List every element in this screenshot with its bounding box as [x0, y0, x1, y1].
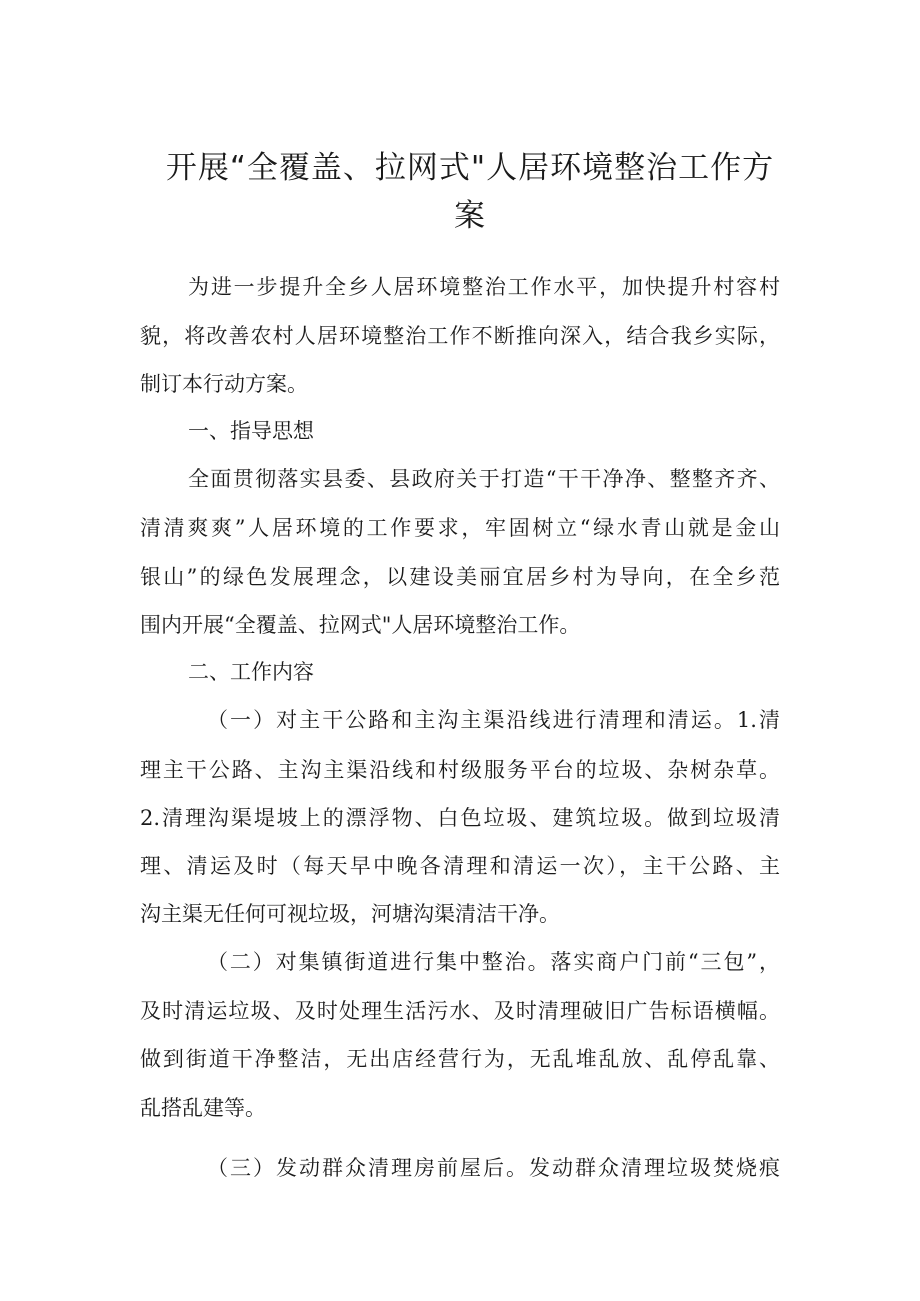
paragraph-line: 貌，将改善农村人居环境整治工作不断推向深入，结合我乡实际， — [140, 324, 780, 348]
paragraph-line: 做到街道干净整洁，无出店经营行为，无乱堆乱放、乱停乱靠、 — [140, 1047, 780, 1071]
paragraph-line: 为进一步提升全乡人居环境整治工作水平，加快提升村容村 — [188, 275, 780, 299]
paragraph-line: 理、清运及时（每天早中晚各清理和清运一次），主干公路、主 — [140, 854, 780, 878]
section-heading-guiding-thought: 一、指导思想 — [188, 419, 314, 443]
paragraph-line: 沟主渠无任何可视垃圾，河塘沟渠清洁干净。 — [140, 902, 560, 926]
document-title-line-2: 案 — [454, 198, 486, 234]
paragraph-line: 及时清运垃圾、及时处理生活污水、及时清理破旧广告标语横幅。 — [140, 999, 780, 1023]
paragraph-line: 银山”的绿色发展理念，以建设美丽宜居乡村为导向，在全乡范 — [140, 565, 780, 589]
paragraph-line: 清清爽爽”人居环境的工作要求，牢固树立“绿水青山就是金山 — [140, 516, 780, 540]
paragraph-line: （二）对集镇街道进行集中整治。落实商户门前“三包”， — [207, 950, 780, 974]
paragraph-line: 制订本行动方案。 — [140, 372, 308, 396]
paragraph-line: 乱搭乱建等。 — [140, 1096, 266, 1120]
paragraph-line: 2.清理沟渠堤坡上的漂浮物、白色垃圾、建筑垃圾。做到垃圾清 — [140, 806, 780, 830]
paragraph-line: （一）对主干公路和主沟主渠沿线进行清理和清运。1.清 — [207, 708, 780, 732]
paragraph-line: 理主干公路、主沟主渠沿线和村级服务平台的垃圾、杂树杂草。 — [140, 758, 780, 782]
paragraph-line: （三）发动群众清理房前屋后。发动群众清理垃圾焚烧痕 — [207, 1156, 780, 1180]
paragraph-line: 全面贯彻落实县委、县政府关于打造“干干净净、整整齐齐、 — [188, 467, 780, 491]
paragraph-line: 围内开展“全覆盖、拉网式"人居环境整治工作。 — [140, 613, 581, 637]
document-title-line-1: 开展“全覆盖、拉网式"人居环境整治工作方 — [165, 150, 775, 186]
section-heading-work-content: 二、工作内容 — [188, 660, 314, 684]
